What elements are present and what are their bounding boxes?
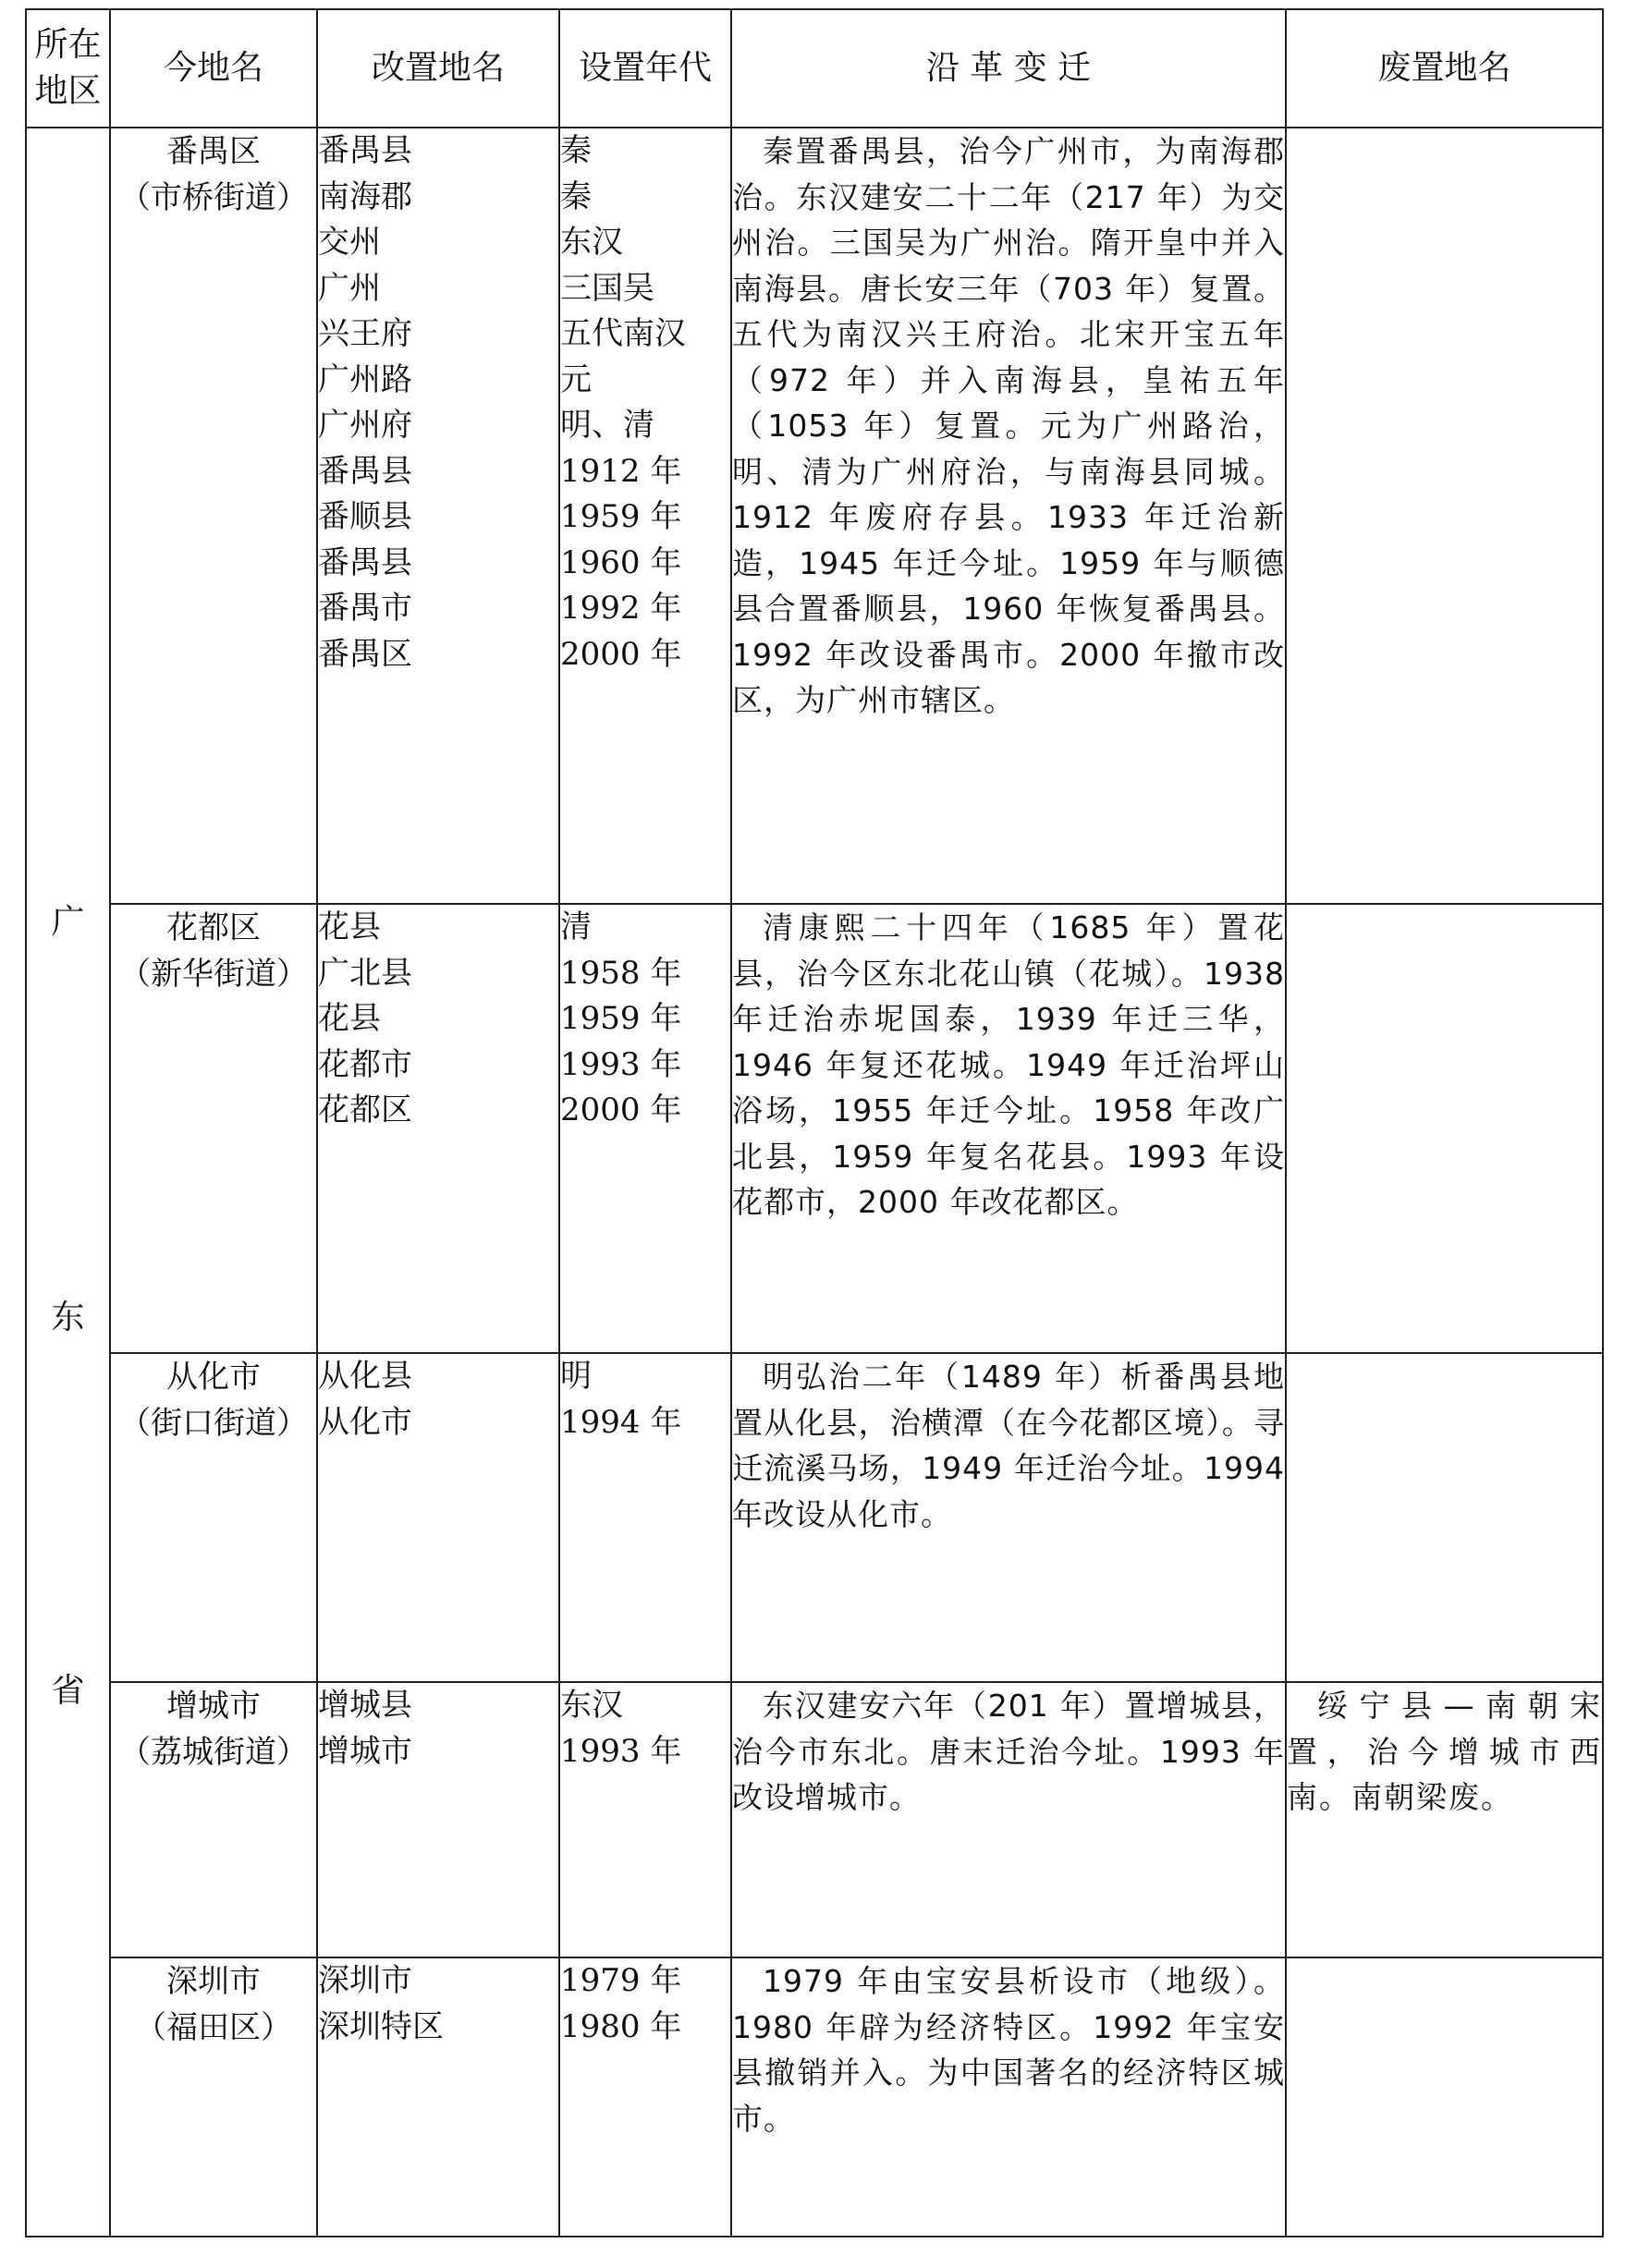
set-eras-cell <box>559 1682 731 1957</box>
changed-name: 花都市 <box>318 1045 412 1083</box>
set-eras-cell <box>559 128 731 904</box>
changed-name: 番禺区 <box>318 635 412 673</box>
set-era: 2000 年 <box>560 635 682 673</box>
changed-name: 兴王府 <box>318 315 412 352</box>
set-era: 1979 年 <box>560 1962 682 1999</box>
current-name-seat: （街口街道） <box>119 1405 308 1442</box>
table-row <box>26 1682 1603 1957</box>
gazetteer-table <box>25 8 1604 2238</box>
set-eras-cell <box>559 1353 731 1682</box>
changed-name: 交州 <box>318 224 381 261</box>
set-era: 1960 年 <box>560 543 682 581</box>
current-name-cell <box>110 128 317 904</box>
header-history: 沿 革 变 迁 <box>731 9 1286 128</box>
region-cell <box>26 128 110 2237</box>
changed-names-cell <box>317 128 559 904</box>
region-char: 广 <box>51 903 85 941</box>
current-name: 增城市 <box>166 1688 261 1725</box>
table-row <box>26 1957 1603 2237</box>
set-era: 1993 年 <box>560 1732 682 1770</box>
changed-name: 番禺县 <box>318 132 412 169</box>
set-era: 1980 年 <box>560 2007 682 2045</box>
current-name-seat: （福田区） <box>135 2009 292 2046</box>
header-changed-name: 改置地名 <box>317 9 559 128</box>
current-name: 深圳市 <box>166 1963 261 2000</box>
history-text: 1979 年由宝安县析设市（地级）。1980 年辟为经济特区。1992 年宝安县撤销并入。为中国著名的经济特区城市。 <box>731 1957 1286 2237</box>
history-text: 明弘治二年（1489 年）析番禺县地置从化县，治横潭（在今花都区境）。寻迁流溪马场，1949 年迁治今址。1994 年改设从化市。 <box>731 1353 1286 1682</box>
set-era: 东汉 <box>560 224 623 261</box>
changed-name: 番禺县 <box>318 543 412 581</box>
set-era: 秦 <box>560 132 592 169</box>
current-name-cell <box>110 1682 317 1957</box>
table-row <box>26 904 1603 1353</box>
changed-names-cell <box>317 1682 559 1957</box>
changed-names-cell <box>317 904 559 1353</box>
header-set-era: 设置年代 <box>559 9 731 128</box>
set-era: 1958 年 <box>560 954 682 992</box>
set-era: 1994 年 <box>560 1403 682 1441</box>
current-name-cell <box>110 1353 317 1682</box>
current-name-seat: （市桥街道） <box>119 179 308 216</box>
table-row <box>26 128 1603 904</box>
table-row <box>26 1353 1603 1682</box>
header-row <box>26 9 1603 128</box>
set-era: 元 <box>560 360 592 398</box>
set-era: 1959 年 <box>560 1000 682 1037</box>
changed-name: 从化县 <box>318 1358 412 1395</box>
set-era: 三国吴 <box>560 269 654 307</box>
changed-name: 番禺市 <box>318 590 412 627</box>
set-era: 清 <box>560 908 592 945</box>
abolished-names <box>1286 1957 1603 2237</box>
region-char: 东 <box>51 1299 85 1336</box>
changed-name: 花都区 <box>318 1091 412 1128</box>
changed-names-cell <box>317 1353 559 1682</box>
changed-name: 从化市 <box>318 1403 412 1441</box>
set-era: 1992 年 <box>560 590 682 627</box>
abolished-names <box>1286 1353 1603 1682</box>
current-name: 番禺区 <box>166 133 261 170</box>
current-name-seat: （新华街道） <box>119 956 308 993</box>
set-eras-cell <box>559 904 731 1353</box>
current-name: 从化市 <box>166 1359 261 1396</box>
set-era: 秦 <box>560 177 592 215</box>
changed-name: 深圳市 <box>318 1962 412 1999</box>
abolished-names <box>1286 128 1603 904</box>
changed-name: 广州府 <box>318 407 412 444</box>
current-name-cell <box>110 1957 317 2237</box>
changed-name: 广北县 <box>318 954 412 992</box>
changed-name: 番顺县 <box>318 498 412 535</box>
changed-name: 深圳特区 <box>318 2007 444 2045</box>
changed-name: 广州 <box>318 269 381 307</box>
history-text: 秦置番禺县，治今广州市，为南海郡治。东汉建安二十二年（217 年）为交州治。三国吴为广州治。隋开皇中并入南海县。唐长安三年（703 年）复置。五代为南汉兴王府治。北宋开宝五年（972 年）并入南海县，皇祐五年（1053 年）复置。元为广州路治，明、清为广州府治，与南海县同城。1912 年废府存县。1933 年迁治新造，1945 年迁今址。1959 年与顺德县合置番顺县，1960 年恢复番禺县。1992 年改设番禺市。2000 年撤市改区，为广州市辖区。 <box>731 128 1286 904</box>
changed-name: 广州路 <box>318 360 412 398</box>
current-name: 花都区 <box>166 909 261 946</box>
set-era: 五代南汉 <box>560 315 686 352</box>
set-era: 1959 年 <box>560 498 682 535</box>
set-era: 明 <box>560 1358 592 1395</box>
changed-name: 南海郡 <box>318 177 412 215</box>
abolished-names: 绥宁县—南朝宋置，治今增城市西南。南朝梁废。 <box>1286 1682 1603 1957</box>
changed-names-cell <box>317 1957 559 2237</box>
set-eras-cell <box>559 1957 731 2237</box>
changed-name: 增城市 <box>318 1732 412 1770</box>
changed-name: 花县 <box>318 1000 381 1037</box>
abolished-names <box>1286 904 1603 1353</box>
set-era: 1993 年 <box>560 1045 682 1083</box>
changed-name: 花县 <box>318 908 381 945</box>
header-region: 所在地区 <box>26 9 110 128</box>
current-name-seat: （荔城街道） <box>119 1734 308 1771</box>
set-era: 明、清 <box>560 407 654 444</box>
changed-name: 增城县 <box>318 1687 412 1724</box>
header-abolished: 废置地名 <box>1286 9 1603 128</box>
history-text: 清康熙二十四年（1685 年）置花县，治今区东北花山镇（花城）。1938 年迁治赤坭国泰，1939 年迁三华，1946 年复还花城。1949 年迁治坪山浴场，1955 年迁今址。1958 年改广北县，1959 年复名花县。1993 年设花都市，2000 年改花都区。 <box>731 904 1286 1353</box>
changed-name: 番禺县 <box>318 452 412 490</box>
set-era: 1912 年 <box>560 452 682 490</box>
history-text: 东汉建安六年（201 年）置增城县，治今市东北。唐末迁治今址。1993 年改设增城市。 <box>731 1682 1286 1957</box>
current-name-cell <box>110 904 317 1353</box>
set-era: 2000 年 <box>560 1091 682 1128</box>
header-current-name: 今地名 <box>110 9 317 128</box>
region-char: 省 <box>51 1672 85 1710</box>
set-era: 东汉 <box>560 1687 623 1724</box>
